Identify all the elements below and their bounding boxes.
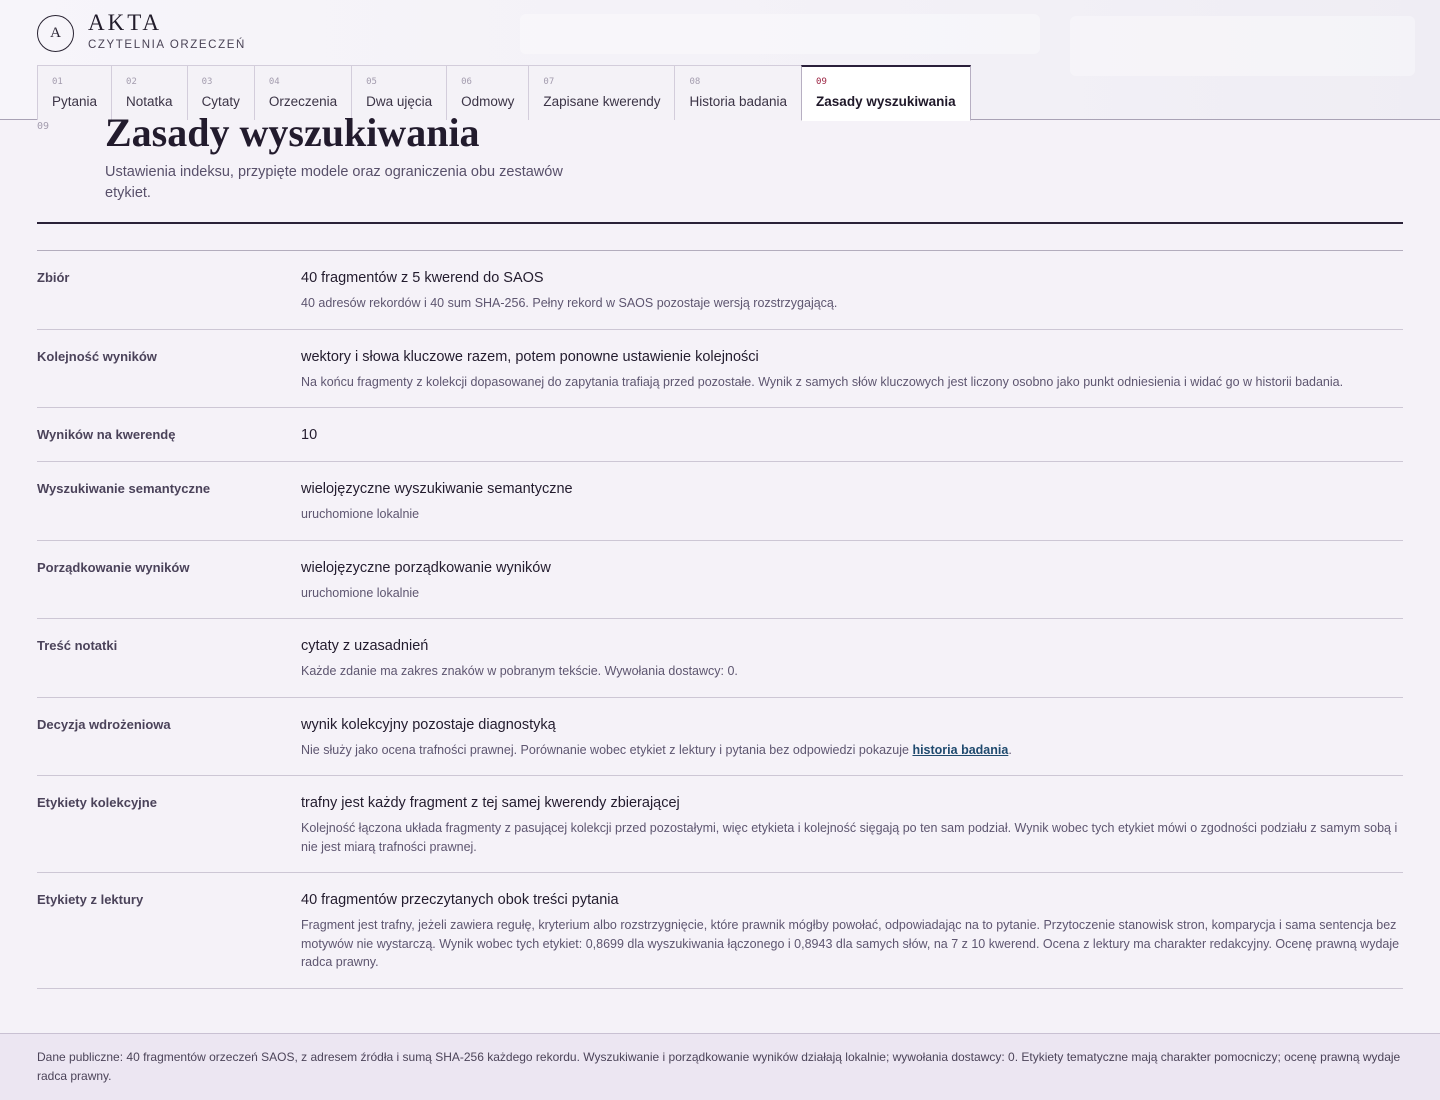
tab-number: 01 bbox=[52, 77, 63, 87]
setting-row-tresc-notatki bbox=[37, 619, 1403, 698]
setting-key: Etykiety kolekcyjne bbox=[37, 795, 157, 810]
setting-note-text: Nie służy jako ocena trafności prawnej. Porównanie wobec etykiet z lektury i pytania bez odpowiedzi pokazuje bbox=[301, 742, 913, 757]
page-title: Zasady wyszukiwania bbox=[105, 110, 480, 155]
setting-value: 10 bbox=[301, 427, 318, 443]
setting-row-wyszukiwanie-semantyczne bbox=[37, 462, 1403, 541]
setting-note-text: . bbox=[1008, 742, 1012, 757]
tab-label: Orzeczenia bbox=[268, 94, 338, 109]
tab-label: Pytania bbox=[52, 94, 98, 109]
tab-number: 05 bbox=[366, 77, 377, 87]
setting-note: Kolejność łączona układa fragmenty z pasującej kolekcji przed pozostałymi, więc etykieta i kolejność sięgają po ten sam podział. Wynik wobec tych etykiet mówi o zgodności podziału z samym sobą i nie jest miarą trafności prawnej. bbox=[301, 821, 1398, 854]
header-backdrop-panel bbox=[1070, 16, 1415, 76]
tab-number: 06 bbox=[461, 77, 472, 87]
setting-key: Zbiór bbox=[37, 270, 70, 285]
heading-divider bbox=[37, 222, 1403, 224]
app-subtitle: CZYTELNIA ORZECZEŃ bbox=[88, 39, 246, 51]
setting-row-kolejnosc-wynikow bbox=[37, 330, 1403, 409]
setting-note: Fragment jest trafny, jeżeli zawiera regułę, kryterium albo rozstrzygnięcie, które prawnik mógłby powołać, odpowiadając na to pytanie. Przytoczenie stanowisk stron, komparycja i sama sentencja bez motywów nie wystarczą. Wynik wobec tych etykiet: 0,8699 dla wyszukiwania łączonego i 0,8943 dla samych słów, na 7 z 10 kwerend. Ocena z lektury ma charakter redakcyjny. Ocenę prawną wydaje radca prawny. bbox=[301, 918, 1400, 969]
historia-badania-link[interactable]: historia badania bbox=[912, 742, 1009, 757]
tab-label: Cytaty bbox=[201, 94, 240, 109]
setting-note bbox=[301, 741, 1403, 760]
settings-list bbox=[37, 251, 1403, 989]
tab-zapisane-kwerendy[interactable] bbox=[528, 65, 675, 120]
setting-row-porzadkowanie-wynikow bbox=[37, 541, 1403, 620]
page-subtitle: Ustawienia indeksu, przypięte modele oraz ograniczenia obu zestawów etykiet. bbox=[105, 164, 563, 201]
tab-pytania[interactable] bbox=[37, 65, 112, 120]
setting-key: Etykiety z lektury bbox=[37, 892, 144, 907]
setting-value: wielojęzyczne porządkowanie wyników bbox=[301, 559, 551, 576]
tab-number: 07 bbox=[543, 77, 555, 87]
setting-row-wynikow-na-kwerende bbox=[37, 408, 1403, 462]
page-footer bbox=[0, 1033, 1440, 1100]
setting-row-zbior bbox=[37, 251, 1403, 330]
setting-value: trafny jest każdy fragment z tej samej kwerendy zbierającej bbox=[301, 795, 680, 811]
setting-row-etykiety-kolekcyjne bbox=[37, 776, 1403, 873]
footer-note: Dane publiczne: 40 fragmentów orzeczeń SAOS, z adresem źródła i sumą SHA-256 każdego rekordu. Wyszukiwanie i porządkowanie wyników działają lokalnie; wywołania dostawcy: 0. Etykiety tematyczne mają charakter pomocniczy; ocenę prawną wydaje radca prawny. bbox=[37, 1050, 1401, 1083]
tab-label: Zasady wyszukiwania bbox=[816, 94, 956, 109]
tab-label: Zapisane kwerendy bbox=[543, 94, 661, 109]
setting-value: cytaty z uzasadnień bbox=[301, 638, 429, 654]
setting-note: uruchomione lokalnie bbox=[301, 585, 420, 600]
tab-number: 02 bbox=[126, 77, 137, 87]
setting-key: Wyników na kwerendę bbox=[37, 427, 176, 442]
setting-note: uruchomione lokalnie bbox=[301, 507, 420, 521]
tab-zasady-wyszukiwania[interactable] bbox=[801, 65, 971, 121]
logo-mark[interactable]: A bbox=[37, 15, 74, 52]
tab-number: 08 bbox=[689, 77, 701, 87]
setting-value: wynik kolekcyjny pozostaje diagnostyką bbox=[301, 716, 556, 733]
app-header bbox=[0, 0, 1440, 120]
setting-key: Porządkowanie wyników bbox=[37, 559, 190, 575]
setting-key: Treść notatki bbox=[37, 638, 118, 653]
tab-number: 03 bbox=[201, 77, 213, 87]
setting-key: Kolejność wyników bbox=[37, 348, 157, 364]
tab-label: Odmowy bbox=[461, 94, 515, 109]
setting-row-decyzja-wdrozeniowa bbox=[37, 698, 1403, 777]
tab-number: 09 bbox=[816, 77, 827, 87]
header-backdrop-panel bbox=[520, 14, 1040, 54]
setting-note: Każde zdanie ma zakres znaków w pobranym tekście. Wywołania dostawcy: 0. bbox=[301, 664, 738, 678]
setting-key: Decyzja wdrożeniowa bbox=[37, 716, 171, 732]
tab-label: Notatka bbox=[126, 94, 173, 109]
app-title: AKTA bbox=[88, 10, 163, 35]
section-number: 09 bbox=[37, 121, 50, 132]
setting-value: 40 fragmentów z 5 kwerend do SAOS bbox=[301, 270, 544, 286]
tab-label: Dwa ujęcia bbox=[366, 94, 433, 109]
tab-number: 04 bbox=[268, 77, 280, 87]
setting-row-etykiety-z-lektury bbox=[37, 873, 1403, 989]
setting-value: wektory i słowa kluczowe razem, potem ponowne ustawienie kolejności bbox=[301, 348, 759, 365]
setting-key: Wyszukiwanie semantyczne bbox=[37, 481, 211, 496]
tab-label: Historia badania bbox=[689, 94, 788, 109]
setting-note: Na końcu fragmenty z kolekcji dopasowanej do zapytania trafiają przed pozostałe. Wynik z samych słów kluczowych jest liczony osobno jako punkt odniesienia i widać go w historii badania. bbox=[301, 374, 1344, 389]
setting-note: 40 adresów rekordów i 40 sum SHA-256. Pełny rekord w SAOS pozostaje wersją rozstrzygającą. bbox=[301, 296, 838, 310]
setting-value: 40 fragmentów przeczytanych obok treści pytania bbox=[301, 892, 619, 908]
tab-historia-badania[interactable] bbox=[674, 65, 802, 120]
setting-value: wielojęzyczne wyszukiwanie semantyczne bbox=[301, 481, 573, 497]
